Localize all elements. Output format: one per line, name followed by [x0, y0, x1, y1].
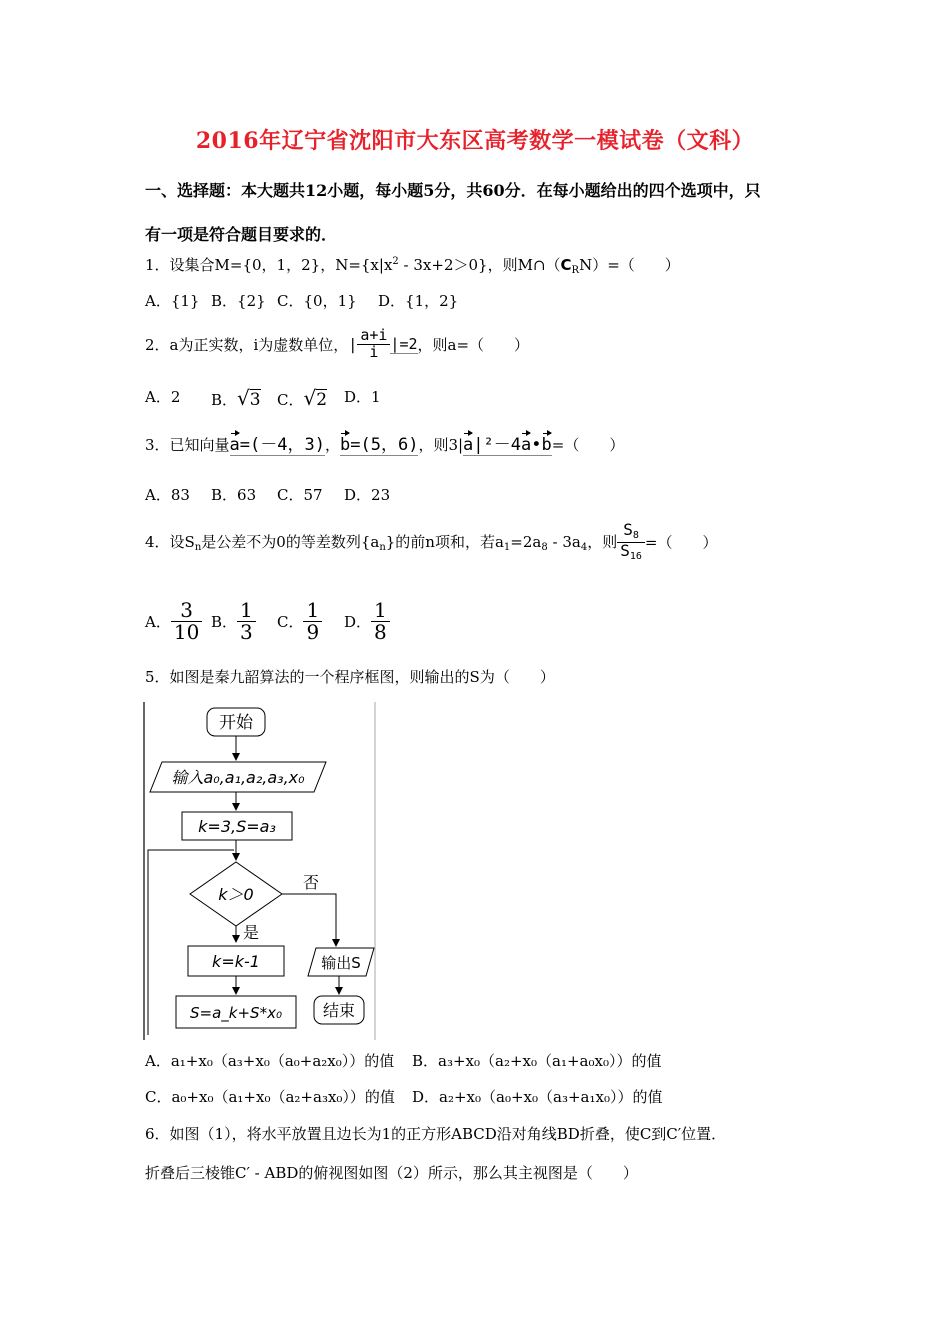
- q4-fraction: $\frac{S_8}{S_{16}}$: [617, 522, 645, 562]
- question-4: 4．设$S_n$是公差不为0的等差数列$\{a_n\}$的前n项和，若$a_1=2a_8 - 3a_4$，则 $\frac{S_8}{S_{16}}$ =（ ）: [145, 520, 718, 562]
- q2-option-b: B．√3: [211, 386, 261, 410]
- svg-text:k=k-1: k=k-1: [212, 952, 260, 971]
- question-5: 5．如图是秦九韶算法的一个程序框图，则输出的S为（ ）: [145, 668, 555, 686]
- q2-option-c: C．√2: [277, 386, 328, 410]
- svg-text:k＞0: k＞0: [218, 885, 254, 904]
- q1-option-b: B．{2}: [211, 292, 266, 310]
- q4-option-b: B． $\frac{1}{3}$: [211, 600, 256, 643]
- question-6-line2: 折叠后三棱锥C′ - ABD的俯视图如图（2）所示，那么其主视图是（ ）: [145, 1164, 638, 1182]
- q4-option-d: D． $\frac{1}{8}$: [344, 600, 390, 643]
- q5-option-d: D．a₂+x₀（a₀+x₀（a₃+a₁x₀））的值: [412, 1088, 663, 1106]
- svg-text:输出S: 输出S: [321, 954, 361, 972]
- q3-option-a: A．83: [145, 486, 190, 504]
- q1-option-d: D．{1，2}: [378, 292, 459, 310]
- svg-text:开始: 开始: [219, 713, 253, 733]
- svg-text:k=3,S=a₃: k=3,S=a₃: [198, 817, 276, 836]
- flowchart: [140, 700, 380, 1045]
- q1-option-c: C．{0，1}: [277, 292, 357, 310]
- svg-text:S=a_k+S*x₀: S=a_k+S*x₀: [190, 1004, 282, 1022]
- question-6-line1: 6．如图（1），将水平放置且边长为1的正方形ABCD沿对角线BD折叠，使C到C′位置．: [145, 1125, 727, 1143]
- q5-option-c: C．a₀+x₀（a₁+x₀（a₂+a₃x₀））的值: [145, 1088, 395, 1106]
- q5-option-a: A．a₁+x₀（a₃+x₀（a₀+a₂x₀））的值: [145, 1052, 395, 1070]
- q2-fraction: $\frac{a+i}{i}$: [357, 328, 390, 361]
- section-heading-line1: 一、选择题：本大题共12小题，每小题5分，共60分．在每小题给出的四个选项中，只: [145, 181, 761, 200]
- q3-option-d: D．23: [344, 486, 391, 504]
- question-3: 3．已知向量a=(－4，3)，b=(5，6)，则3|a|²－4a•b=（ ）: [145, 435, 625, 455]
- q1-option-a: A．{1}: [145, 292, 200, 310]
- q4-option-a: A． $\frac{3}{10}$: [145, 600, 202, 643]
- svg-text:否: 否: [303, 873, 320, 892]
- q2-option-d: D．1: [344, 388, 381, 406]
- q5-option-b: B．a₃+x₀（a₂+x₀（a₁+a₀x₀））的值: [412, 1052, 662, 1070]
- page-title: 2016年辽宁省沈阳市大东区高考数学一模试卷（文科）: [195, 128, 755, 154]
- question-1: 1．设集合M={0，1，2}，$N=\{x|x^2 - 3x+2>0\}$，则$M\cap(C_RN)=$（ ）: [145, 256, 680, 276]
- svg-text:输入a₀,a₁,a₂,a₃,x₀: 输入a₀,a₁,a₂,a₃,x₀: [171, 768, 305, 787]
- section-heading-line2: 有一项是符合题目要求的．: [145, 225, 338, 244]
- question-2: 2．a为正实数，i为虚数单位，| $\frac{a+i}{i}$ |=2，则a=（ ）: [145, 326, 530, 361]
- q3-option-c: C．57: [277, 486, 323, 504]
- svg-text:结束: 结束: [322, 1001, 356, 1020]
- q4-option-c: C． $\frac{1}{9}$: [277, 600, 322, 643]
- q2-option-a: A．2: [145, 388, 181, 406]
- svg-text:是: 是: [243, 923, 260, 942]
- q3-option-b: B．63: [211, 486, 257, 504]
